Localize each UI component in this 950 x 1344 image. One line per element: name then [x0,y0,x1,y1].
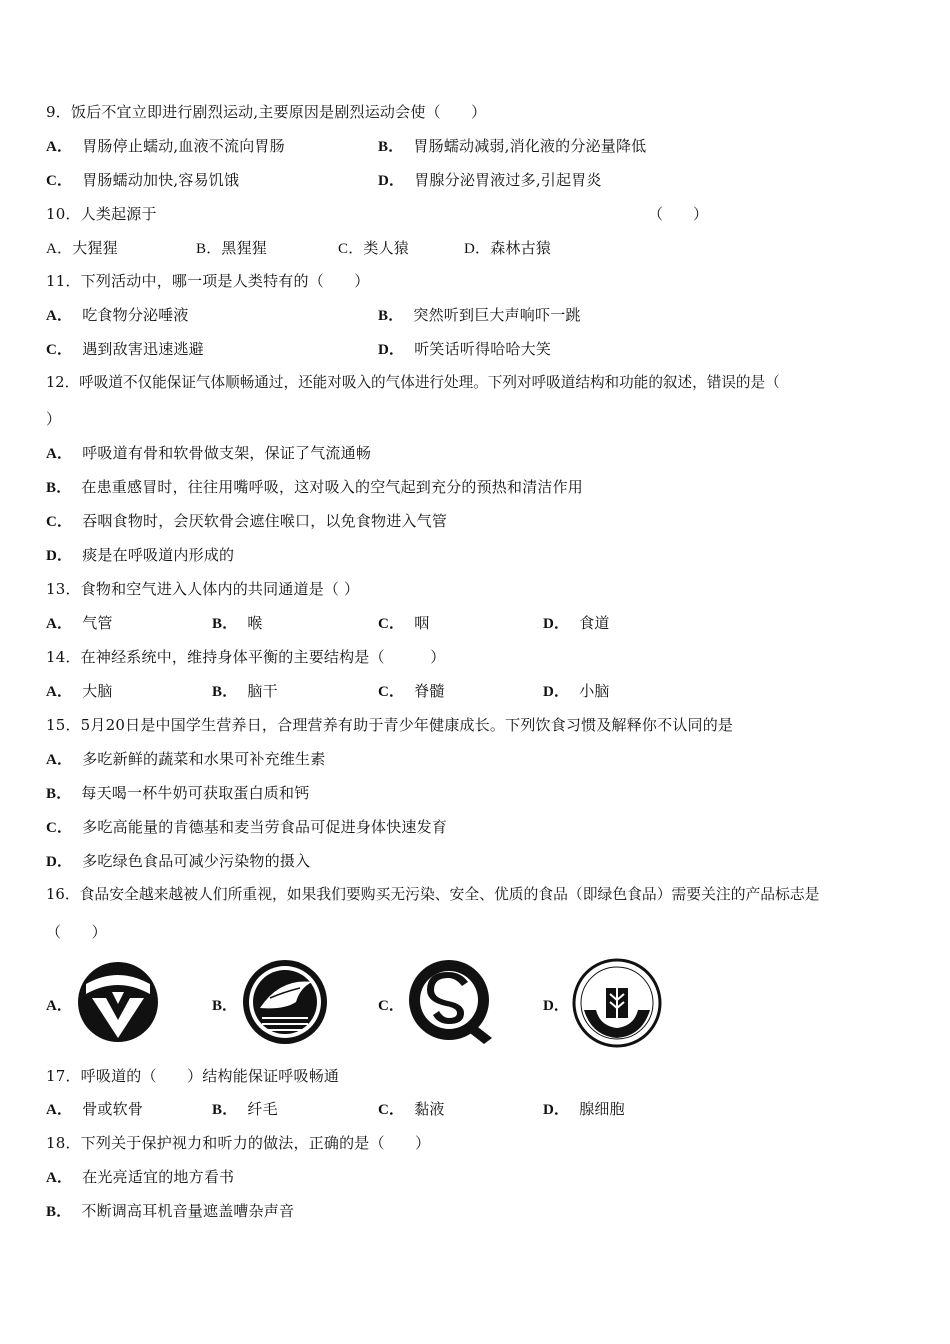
q13-option-c [378,613,429,634]
option-label: C． [46,820,73,836]
q15-stem: 15．5月20日是中国学生营养日，合理营养有助于青少年健康成长。下列饮食习惯及解释你不认同的是 [46,716,734,734]
option-label: A． [46,752,73,768]
option-label: D． [378,342,405,358]
qs-mark-icon [406,958,492,1046]
option-label: B． [212,1102,238,1118]
option-label: C． [46,173,73,189]
option-text: 黏液 [414,1100,445,1118]
option-label: C． [378,998,404,1014]
option-text: 不断调高耳机音量遮盖嘈杂声音 [81,1202,295,1220]
option-text: 大脑 [82,682,113,700]
q18-option-b [46,1201,294,1222]
option-text: 吞咽食物时，会厌软骨会遮住喉口，以免食物进入气管 [82,512,448,530]
q12-option-a [46,443,371,464]
q14-option-b [212,681,278,702]
q10-stem: 10．人类起源于 [46,205,157,223]
option-label: B． [212,684,238,700]
q11-stem: 11．下列活动中，哪一项是人类特有的（ ） [46,272,370,290]
q13-stem: 13．食物和空气进入人体内的共同通道是（ ） [46,580,360,598]
option-label: A． [46,139,73,155]
q15-option-d [46,851,310,872]
option-label: C． [378,1102,405,1118]
option-text: 脊髓 [414,682,445,700]
q17-option-c [378,1099,445,1120]
option-label: A． [46,446,73,462]
option-label: D． [543,684,570,700]
q14-option-d [543,681,610,702]
option-label: C． [46,514,73,530]
option-text: 森林古猿 [490,239,552,257]
option-label: B． [378,139,404,155]
option-label: D． [543,1102,570,1118]
option-label: B． [212,998,238,1014]
option-text: 脑干 [247,682,278,700]
option-label: A． [46,684,73,700]
option-label: D． [543,998,569,1014]
option-label: D． [46,854,73,870]
q13-option-b [212,613,263,634]
q10-option-a [46,238,118,259]
option-label: D． [543,616,570,632]
q10-option-b [196,238,267,259]
option-label: C． [46,342,73,358]
option-text: 听笑话听得哈哈大笑 [414,340,552,358]
q13-option-a [46,613,113,634]
option-text: 骨或软骨 [82,1100,144,1118]
q17-option-b [212,1099,278,1120]
option-label: D． [378,173,405,189]
q16-stem-line1: 16．食品安全越来越被人们所重视，如果我们要购买无污染、安全、优质的食品（即绿色食品）需要关注的产品标志是 [46,886,820,903]
option-label: A． [46,616,73,632]
option-label: A． [46,998,72,1014]
q10-option-d [464,238,551,259]
option-label: C． [378,684,405,700]
q15-option-a [46,749,325,770]
q17-option-d [543,1099,625,1120]
option-text: 痰是在呼吸道内形成的 [82,546,235,564]
option-label: A． [46,308,73,324]
q16-stem-line2: （ ） [46,923,107,941]
q14-option-c [378,681,445,702]
option-text: 喉 [247,614,263,632]
option-text: 胃肠蠕动加快,容易饥饿 [82,171,240,189]
option-label: B． [196,241,222,257]
green-food-mark-icon [572,958,662,1048]
option-label: B． [212,616,238,632]
option-text: 食道 [579,614,610,632]
option-label: C． [338,241,364,257]
option-text: 咽 [414,614,430,632]
option-text: 多吃绿色食品可减少污染物的摄入 [82,852,311,870]
option-text: 在患重感冒时，往往用嘴呼吸，这对吸入的空气起到充分的预热和清洁作用 [81,478,584,496]
q17-stem: 17．呼吸道的（ ）结构能保证呼吸畅通 [46,1067,340,1085]
q9-option-d [378,170,602,191]
option-text: 呼吸道有骨和软骨做支架，保证了气流通畅 [82,444,372,462]
option-text: 遇到敌害迅速逃避 [82,340,204,358]
option-text: 小脑 [579,682,610,700]
q12-stem-line1: 12．呼吸道不仅能保证气体顺畅通过，还能对吸入的气体进行处理。下列对呼吸道结构和功能的叙述，错误的是（ [46,374,780,391]
option-text: 胃肠停止蠕动,血液不流向胃肠 [82,137,285,155]
option-label: B． [378,308,404,324]
q12-stem-line2: ） [46,410,62,428]
option-label: D． [464,241,491,257]
option-text: 在光亮适宜的地方看书 [82,1168,235,1186]
q10-option-c [338,238,409,259]
option-label: A． [46,1102,73,1118]
option-text: 胃肠蠕动减弱,消化液的分泌量降低 [413,137,647,155]
q14-option-a [46,681,113,702]
q16-logo-options [0,958,950,1048]
option-label: D． [46,548,73,564]
q9-stem: 9．饭后不宜立即进行剧烈运动,主要原因是剧烈运动会使（ ） [46,103,487,121]
option-label: C． [378,616,405,632]
q12-option-b [46,477,583,498]
q9-option-c [46,170,239,191]
q12-option-d [46,545,234,566]
option-label: B． [46,480,72,496]
q11-option-d [378,339,551,360]
q17-option-a [46,1099,143,1120]
q9-option-b [378,136,646,157]
q14-stem: 14．在神经系统中，维持身体平衡的主要结构是（ ） [46,648,446,666]
option-label: B． [46,1204,72,1220]
option-text: 胃腺分泌胃液过多,引起胃炎 [414,171,602,189]
option-text: 多吃新鲜的蔬菜和水果可补充维生素 [82,750,326,768]
option-text: 腺细胞 [579,1100,625,1118]
q10-answer-paren: （ ） [648,205,709,223]
option-text: 大猩猩 [72,239,118,257]
option-text: 气管 [82,614,113,632]
quality-mark-icon [76,958,160,1044]
option-text: 纤毛 [247,1100,278,1118]
q9-option-a [46,136,285,157]
option-text: 吃食物分泌唾液 [82,306,189,324]
option-text: 黑猩猩 [221,239,268,257]
option-text: 突然听到巨大声响吓一跳 [413,306,581,324]
option-text: 每天喝一杯牛奶可获取蛋白质和钙 [81,784,310,802]
q11-option-c [46,339,204,360]
option-label: A． [46,241,73,257]
option-label: B． [46,786,72,802]
q13-option-d [543,613,610,634]
option-text: 类人猿 [363,239,410,257]
china-environmental-label-icon [240,958,330,1046]
option-text: 多吃高能量的肯德基和麦当劳食品可促进身体快速发育 [82,818,448,836]
q18-option-a [46,1167,234,1188]
q18-stem: 18．下列关于保护视力和听力的做法，正确的是（ ） [46,1134,431,1152]
option-label: A． [46,1170,73,1186]
q12-option-c [46,511,447,532]
q11-option-a [46,305,189,326]
q15-option-b [46,783,309,804]
q11-option-b [378,305,581,326]
q15-option-c [46,817,447,838]
